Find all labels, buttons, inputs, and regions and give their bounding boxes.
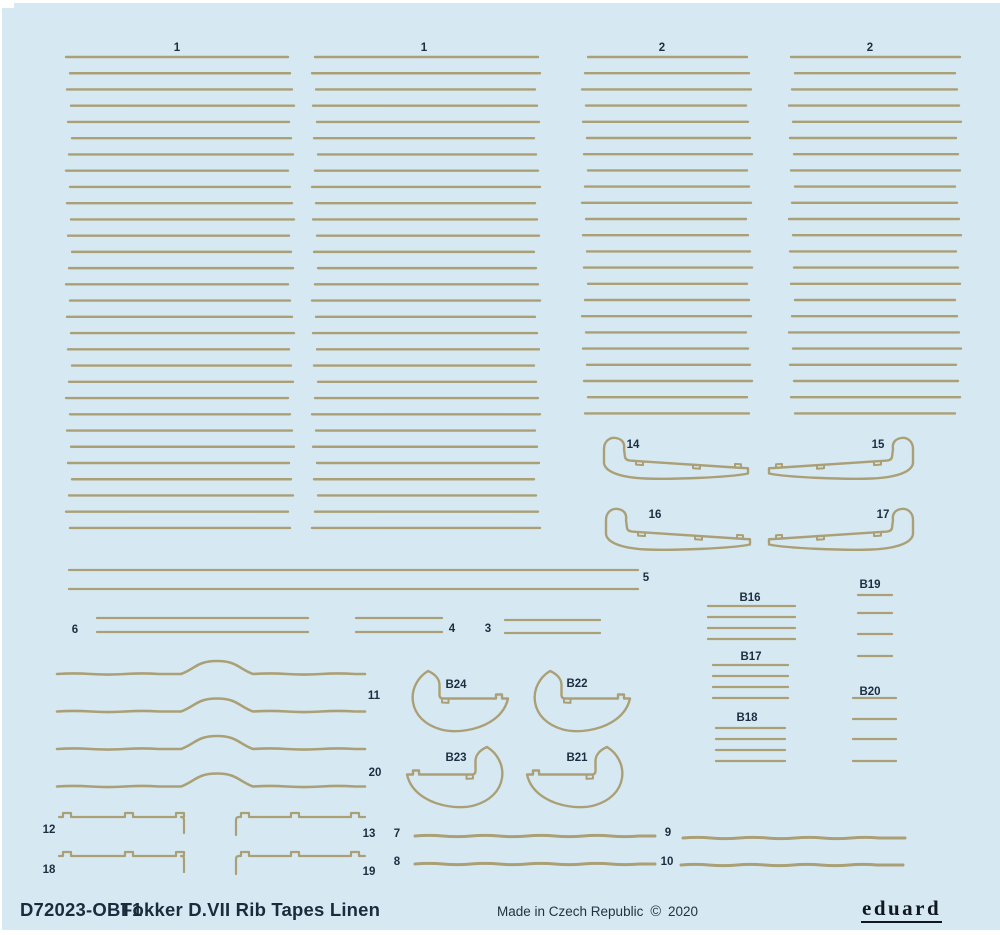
shape-outline — [769, 509, 913, 550]
part-label-B22: B22 — [566, 678, 588, 690]
part-label-6: 6 — [71, 624, 79, 636]
part-label-B19: B19 — [859, 579, 881, 591]
arched-tape-strip — [57, 774, 365, 788]
tape-group-5 — [69, 570, 638, 589]
rib-outline-shape-15 — [769, 438, 913, 479]
made-in-text: Made in Czech Republic — [497, 904, 644, 919]
rib-tape-column-2-3 — [789, 57, 961, 413]
wavy-tape-strip — [415, 863, 655, 864]
part-label-9: 9 — [664, 827, 672, 839]
part-label-18: 18 — [42, 864, 56, 876]
tabbed-tape-strip-19 — [236, 852, 365, 874]
rib-tape-column-1-0 — [66, 57, 294, 528]
rib-outline-shape-14 — [604, 438, 748, 479]
arched-tape-strip — [57, 736, 365, 750]
arched-tape-strip — [57, 699, 365, 713]
rib-tape-column-2-2 — [582, 57, 752, 413]
wavy-tape-strip — [681, 864, 903, 865]
part-label-1: 1 — [173, 42, 181, 54]
copyright-icon: © — [650, 904, 662, 920]
wavy-tape-strip — [683, 837, 905, 838]
part-label-B18: B18 — [736, 712, 758, 724]
part-label-14: 14 — [626, 439, 640, 451]
eduard-logo: eduard — [861, 898, 942, 923]
part-label-10: 10 — [660, 856, 674, 868]
part-label-8: 8 — [393, 856, 401, 868]
tape-group-B19 — [858, 595, 892, 656]
part-label-11: 11 — [367, 690, 381, 702]
sheet-edge-corner — [0, 0, 14, 8]
sheet-edge-left — [0, 0, 2, 935]
copyright-year: 2020 — [668, 904, 699, 919]
tape-group-3 — [505, 620, 600, 633]
part-label-B24: B24 — [445, 679, 467, 691]
part-label-5: 5 — [642, 572, 650, 584]
part-label-7: 7 — [393, 828, 401, 840]
part-label-1: 1 — [420, 42, 428, 54]
tape-group-6 — [97, 618, 308, 632]
part-label-20: 20 — [368, 767, 382, 779]
product-code: D72023-OBT1 — [20, 899, 143, 920]
shape-outline — [606, 509, 750, 550]
shape-outline — [604, 438, 748, 479]
tape-group-B18 — [716, 728, 785, 761]
sheet-edge-bottom — [0, 930, 1000, 935]
part-label-B17: B17 — [740, 651, 762, 663]
part-label-B21: B21 — [566, 752, 588, 764]
part-label-2: 2 — [866, 42, 874, 54]
part-label-12: 12 — [42, 824, 56, 836]
part-label-B16: B16 — [739, 592, 761, 604]
part-label-19: 19 — [362, 866, 376, 878]
rib-tape-column-1-1 — [312, 57, 540, 528]
rib-outline-shape-17 — [769, 509, 913, 550]
arched-tape-strip — [57, 661, 365, 675]
wavy-tape-strip — [415, 835, 655, 836]
part-label-B20: B20 — [859, 686, 881, 698]
part-label-B23: B23 — [445, 752, 467, 764]
part-label-2: 2 — [658, 42, 666, 54]
rib-outline-shape-16 — [606, 509, 750, 550]
made-in-line — [497, 905, 698, 920]
tape-group-4 — [356, 618, 442, 632]
part-label-3: 3 — [484, 623, 492, 635]
tabbed-tape-strip-13 — [236, 813, 365, 835]
part-label-15: 15 — [871, 439, 885, 451]
part-label-16: 16 — [648, 509, 662, 521]
product-title: Fokker D.VII Rib Tapes Linen — [121, 899, 381, 920]
part-label-4: 4 — [448, 623, 456, 635]
tabbed-tape-strip-18 — [59, 852, 184, 872]
tabbed-tape-strip-12 — [59, 813, 184, 833]
part-label-13: 13 — [362, 828, 376, 840]
tape-group-B17 — [713, 665, 788, 698]
shape-outline — [769, 438, 913, 479]
tape-group-B16 — [708, 606, 795, 639]
sheet-edge-top — [0, 0, 1000, 3]
tape-group-B20 — [853, 698, 896, 761]
part-label-17: 17 — [876, 509, 890, 521]
